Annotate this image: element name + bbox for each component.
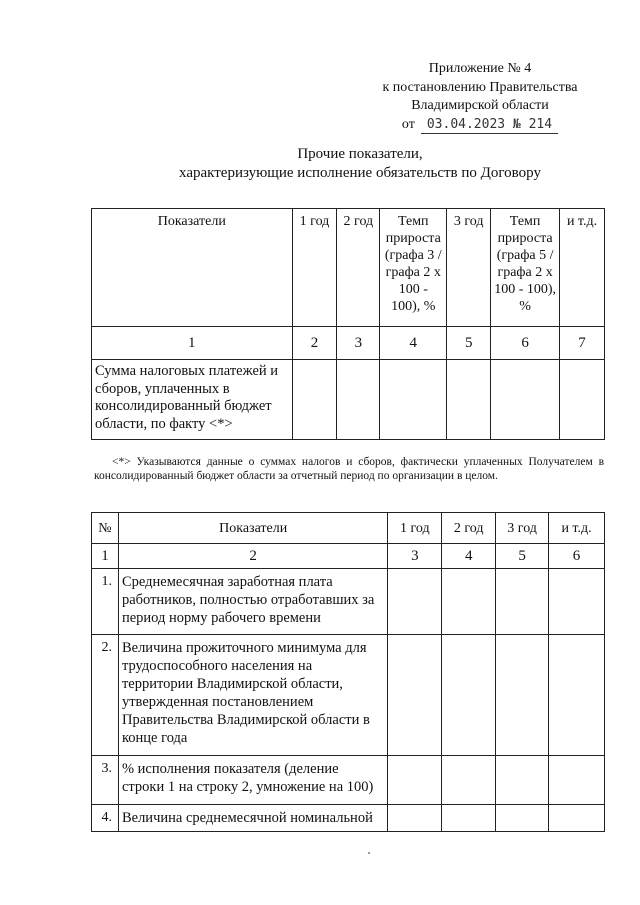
- document-title: [150, 145, 570, 183]
- table2-empty-cell: [496, 569, 549, 635]
- table1-empty-cell: [560, 360, 605, 440]
- table2-header-cell: 1 год: [388, 513, 442, 544]
- table1-header-cell: 3 год: [447, 209, 491, 327]
- annex-header: [360, 60, 600, 134]
- title-line-1: Прочие показатели,: [297, 146, 423, 162]
- table2-header-row: [92, 513, 605, 544]
- table1-header-cell: Показатели: [92, 209, 293, 327]
- annex-region: Владимирской области: [411, 98, 549, 113]
- table2-number-cell: 1: [92, 544, 119, 569]
- table1-header-cell: Темп прироста (графа 5 / графа 2 х 100 - 100), %: [491, 209, 560, 327]
- table2-row-label: Среднемесячная заработная плата работников, полностью отработавших за период норму рабочего времени: [118, 569, 387, 635]
- table2-row: [92, 569, 605, 635]
- table1-header-cell: Темп прироста (графа 3 / графа 2 х 100 - 100), %: [380, 209, 447, 327]
- table1-number-cell: 5: [447, 327, 491, 360]
- table2-header-cell: Показатели: [118, 513, 387, 544]
- annex-decree: к постановлению Правительства: [382, 79, 578, 95]
- table2-number-cell: 2: [118, 544, 387, 569]
- table2-empty-cell: [549, 756, 605, 805]
- table1-number-cell: 2: [292, 327, 337, 360]
- table2-empty-cell: [388, 635, 442, 756]
- table1-number-cell: 4: [380, 327, 447, 360]
- footnote: <*> Указываются данные о суммах налогов и сборов, фактически уплаченных Получателем в консолидированный бюджет области за отчетный период по организации в целом.: [94, 456, 604, 482]
- table2-row-label: Величина прожиточного минимума для трудоспособного населения на территории Владимирской области, утвержденная постановлением Правительства Владимирской области в конце года: [118, 635, 387, 756]
- table2-row-number: 1.: [92, 569, 119, 635]
- table2-empty-cell: [496, 756, 549, 805]
- table2-row-number: 3.: [92, 756, 119, 805]
- table2-empty-cell: [442, 756, 496, 805]
- table1-empty-cell: [447, 360, 491, 440]
- table2-row: [92, 805, 605, 832]
- table2-empty-cell: [549, 805, 605, 832]
- table2-row-label: Величина среднемесячной номинальной: [118, 805, 387, 832]
- table1-header-cell: 2 год: [337, 209, 380, 327]
- table1-number-cell: 3: [337, 327, 380, 360]
- table2-empty-cell: [549, 635, 605, 756]
- table1-empty-cell: [337, 360, 380, 440]
- table1-header-cell: и т.д.: [560, 209, 605, 327]
- table2-empty-cell: [388, 805, 442, 832]
- title-line-2: характеризующие исполнение обязательств по Договору: [179, 165, 541, 181]
- indicators-table-2: [91, 512, 605, 832]
- table2-empty-cell: [496, 805, 549, 832]
- table2-row-number: 2.: [92, 635, 119, 756]
- table2-empty-cell: [442, 805, 496, 832]
- table2-empty-cell: [442, 569, 496, 635]
- table2-empty-cell: [442, 635, 496, 756]
- table1-number-row: [92, 327, 605, 360]
- table2-row: [92, 635, 605, 756]
- table2-row-number: 4.: [92, 805, 119, 832]
- table2-row: [92, 756, 605, 805]
- table2-header-cell: 3 год: [496, 513, 549, 544]
- table2-empty-cell: [549, 569, 605, 635]
- table2-row-label: % исполнения показателя (деление строки 1 на строку 2, умножение на 100): [118, 756, 387, 805]
- table1-number-cell: 1: [92, 327, 293, 360]
- table2-header-cell: №: [92, 513, 119, 544]
- table1-row: [92, 360, 605, 440]
- indicators-table-1: [91, 208, 605, 440]
- table2-header-cell: 2 год: [442, 513, 496, 544]
- table1-header-row: [92, 209, 605, 327]
- table2-empty-cell: [388, 756, 442, 805]
- table2-number-row: [92, 544, 605, 569]
- annex-date-value: 03.04.2023 № 214: [421, 117, 558, 134]
- table1-empty-cell: [380, 360, 447, 440]
- table2-empty-cell: [496, 635, 549, 756]
- table1-number-cell: 7: [560, 327, 605, 360]
- table2-header-cell: и т.д.: [549, 513, 605, 544]
- table1-row-label: Сумма налоговых платежей и сборов, уплаченных в консолидированный бюджет области, по факту <*>: [92, 360, 293, 440]
- table2-number-cell: 5: [496, 544, 549, 569]
- table1-empty-cell: [491, 360, 560, 440]
- annex-date-prefix: от: [401, 116, 415, 132]
- table2-number-cell: 4: [442, 544, 496, 569]
- table1-number-cell: 6: [491, 327, 560, 360]
- table1-empty-cell: [292, 360, 337, 440]
- annex-number: Приложение № 4: [428, 61, 532, 76]
- table1-header-cell: 1 год: [292, 209, 337, 327]
- scan-speck: [368, 852, 370, 854]
- table2-number-cell: 6: [549, 544, 605, 569]
- table2-number-cell: 3: [388, 544, 442, 569]
- table2-empty-cell: [388, 569, 442, 635]
- annex-date-line: [360, 116, 600, 135]
